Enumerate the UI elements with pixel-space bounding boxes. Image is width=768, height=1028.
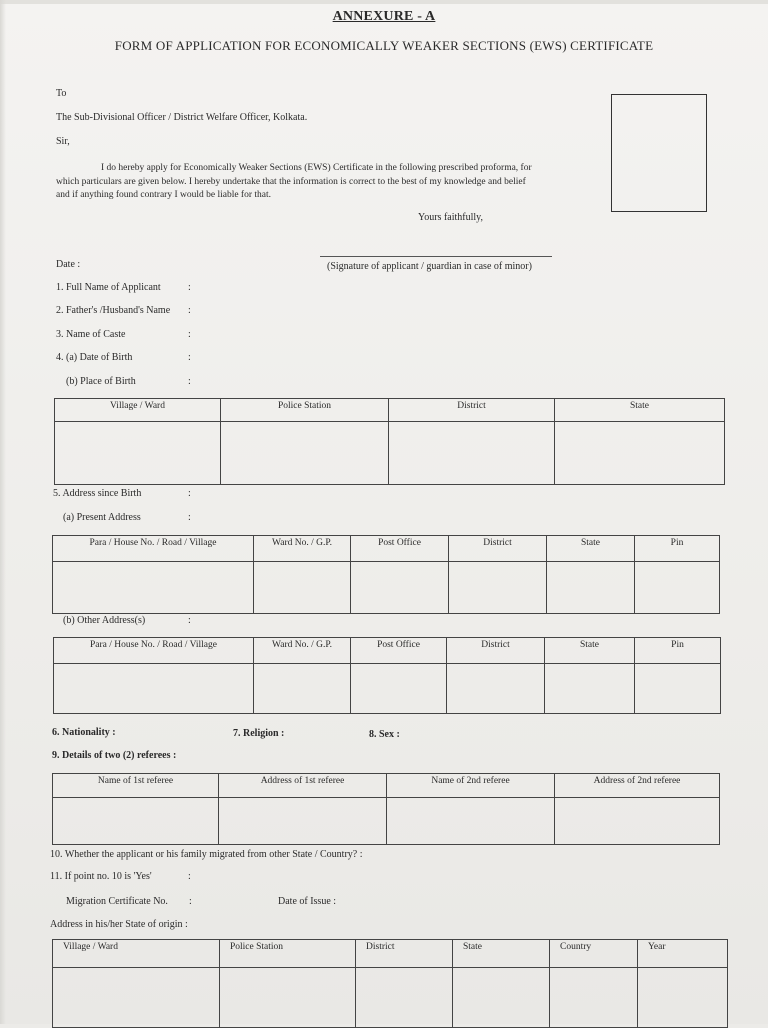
table-cell[interactable] — [221, 422, 389, 485]
origin-address-label: Address in his/her State of origin : — [50, 919, 188, 930]
table-header-cell: Address of 1st referee — [219, 774, 387, 798]
other-address-colon: : — [188, 615, 191, 626]
table-row — [53, 562, 720, 614]
form-title: FORM OF APPLICATION FOR ECONOMICALLY WEAKER SECTIONS (EWS) CERTIFICATE — [114, 38, 654, 53]
table-header-cell: Name of 1st referee — [53, 774, 219, 798]
letter-body-line-3: and if anything found contrary I would be liable for that. — [56, 190, 272, 200]
table-header-cell: Post Office — [351, 638, 447, 664]
letter-officer: The Sub-Divisional Officer / District Welfare Officer, Kolkata. — [56, 112, 308, 123]
table-header-cell: Police Station — [221, 399, 389, 422]
table-header-row — [55, 399, 725, 422]
letter-salutation: Sir, — [56, 136, 70, 147]
table-header-row — [53, 774, 720, 798]
table-cell[interactable] — [547, 562, 635, 614]
table-header-row — [53, 940, 728, 968]
table-header-cell: Post Office — [351, 536, 449, 562]
table-cell[interactable] — [54, 664, 254, 714]
table-cell[interactable] — [53, 968, 220, 1028]
signature-caption: (Signature of applicant / guardian in case of minor) — [327, 261, 532, 272]
table-header-cell: Pin — [635, 536, 720, 562]
address-since-birth-colon: : — [188, 488, 191, 499]
photo-box — [611, 94, 707, 212]
table-header-cell: District — [389, 399, 555, 422]
date-label: Date : — [56, 259, 81, 270]
field-birthplace-colon: : — [188, 376, 191, 387]
table-cell[interactable] — [254, 562, 351, 614]
table-header-cell: State — [555, 399, 725, 422]
table-row — [53, 798, 720, 845]
table-header-cell: Ward No. / G.P. — [254, 638, 351, 664]
table-header-cell: Police Station — [220, 940, 356, 968]
table-cell[interactable] — [447, 664, 545, 714]
letter-closing: Yours faithfully, — [418, 212, 484, 223]
field-dob-label: 4. (a) Date of Birth — [56, 352, 133, 363]
table-header-cell: Village / Ward — [55, 399, 221, 422]
table-row — [53, 968, 728, 1028]
other-address-label: (b) Other Address(s) — [63, 615, 146, 626]
table-header-cell: Year — [638, 940, 728, 968]
table-cell[interactable] — [453, 968, 550, 1028]
table-header-cell: Para / House No. / Road / Village — [54, 638, 254, 664]
migration-question: 10. Whether the applicant or his family migrated from other State / Country? : — [50, 849, 363, 860]
field-father-name-colon: : — [188, 305, 191, 316]
table-cell[interactable] — [555, 798, 720, 845]
table-header-cell: Pin — [635, 638, 721, 664]
referee-table — [52, 773, 720, 845]
table-header-cell: Ward No. / G.P. — [254, 536, 351, 562]
table-cell[interactable] — [635, 664, 721, 714]
field-father-name-label: 2. Father's /Husband's Name — [56, 305, 171, 316]
table-header-cell: State — [453, 940, 550, 968]
annexure-heading: ANNEXURE - A — [332, 9, 436, 24]
table-cell[interactable] — [550, 968, 638, 1028]
table-header-row — [53, 536, 720, 562]
table-cell[interactable] — [638, 968, 728, 1028]
migration-if-yes-label: 11. If point no. 10 is 'Yes' — [50, 871, 152, 882]
referees-heading: 9. Details of two (2) referees : — [52, 750, 177, 761]
migration-if-yes-colon: : — [188, 871, 191, 882]
table-header-cell: State — [547, 536, 635, 562]
table-row — [55, 422, 725, 485]
sex-label: 8. Sex : — [369, 729, 400, 740]
present-address-table — [52, 535, 720, 614]
letter-body-line-2: which particulars are given below. I hereby undertake that the information is correct to the best of my knowledge and belief — [56, 177, 526, 187]
table-cell[interactable] — [219, 798, 387, 845]
field-birthplace-label: (b) Place of Birth — [66, 376, 136, 387]
origin-address-table — [52, 939, 728, 1028]
table-header-cell: District — [447, 638, 545, 664]
table-header-cell: Address of 2nd referee — [555, 774, 720, 798]
table-cell[interactable] — [389, 422, 555, 485]
table-cell[interactable] — [351, 664, 447, 714]
table-cell[interactable] — [254, 664, 351, 714]
address-since-birth-label: 5. Address since Birth — [53, 488, 142, 499]
table-row — [54, 664, 721, 714]
table-cell[interactable] — [55, 422, 221, 485]
table-cell[interactable] — [356, 968, 453, 1028]
field-caste-label: 3. Name of Caste — [56, 329, 126, 340]
birth-place-table — [54, 398, 725, 485]
other-address-table — [53, 637, 721, 714]
table-header-cell: Village / Ward — [53, 940, 220, 968]
scan-left-edge — [0, 0, 6, 1024]
field-dob-colon: : — [188, 352, 191, 363]
letter-to: To — [56, 88, 67, 99]
table-cell[interactable] — [449, 562, 547, 614]
migration-certificate-colon: : — [189, 896, 192, 907]
field-caste-colon: : — [188, 329, 191, 340]
table-cell[interactable] — [545, 664, 635, 714]
signature-line — [320, 256, 552, 257]
table-cell[interactable] — [220, 968, 356, 1028]
table-cell[interactable] — [53, 798, 219, 845]
letter-body-line-1: I do hereby apply for Economically Weaker Sections (EWS) Certificate in the following prescribed proforma, for — [101, 163, 532, 173]
table-cell[interactable] — [53, 562, 254, 614]
table-header-cell: Country — [550, 940, 638, 968]
table-header-row — [54, 638, 721, 664]
table-header-cell: State — [545, 638, 635, 664]
scan-top-edge — [0, 0, 768, 4]
date-of-issue-label: Date of Issue : — [278, 896, 337, 907]
migration-certificate-label: Migration Certificate No. — [66, 896, 168, 907]
table-header-cell: District — [449, 536, 547, 562]
table-cell[interactable] — [555, 422, 725, 485]
present-address-colon: : — [188, 512, 191, 523]
table-cell[interactable] — [351, 562, 449, 614]
field-full-name-colon: : — [188, 282, 191, 293]
table-header-cell: Name of 2nd referee — [387, 774, 555, 798]
table-header-cell: District — [356, 940, 453, 968]
field-full-name-label: 1. Full Name of Applicant — [56, 282, 161, 293]
table-header-cell: Para / House No. / Road / Village — [53, 536, 254, 562]
religion-label: 7. Religion : — [233, 728, 285, 739]
nationality-label: 6. Nationality : — [52, 727, 116, 738]
table-cell[interactable] — [387, 798, 555, 845]
present-address-label: (a) Present Address — [63, 512, 141, 523]
table-cell[interactable] — [635, 562, 720, 614]
